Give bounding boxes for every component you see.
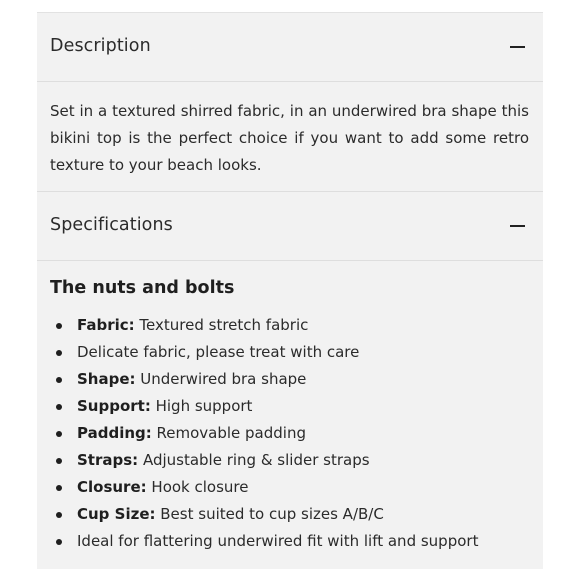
bullet-icon (56, 350, 62, 356)
bullet-icon (56, 512, 62, 518)
spec-value: Adjustable ring & slider straps (138, 451, 370, 469)
spec-item-cup-size (50, 501, 478, 528)
spec-item-fabric (50, 312, 478, 339)
spec-item-padding (50, 420, 478, 447)
spec-value: Delicate fabric, please treat with care (77, 343, 360, 361)
spec-item-shape (50, 366, 478, 393)
spec-label: Closure: (77, 478, 147, 496)
description-title: Description (50, 36, 151, 56)
bullet-icon (56, 431, 62, 437)
spec-value: Underwired bra shape (135, 370, 307, 388)
specifications-title: Specifications (50, 215, 173, 235)
spec-label: Padding: (77, 424, 152, 442)
bullet-icon (56, 377, 62, 383)
spec-label: Shape: (77, 370, 136, 388)
spec-heading: The nuts and bolts (50, 278, 235, 298)
spec-label: Support: (77, 397, 151, 415)
description-accordion-header[interactable] (37, 13, 543, 82)
spec-value: High support (150, 397, 253, 415)
bullet-icon (56, 404, 62, 410)
bullet-icon (56, 485, 62, 491)
spec-value: Hook closure (146, 478, 249, 496)
bullet-icon (56, 539, 62, 545)
spec-value: Ideal for flattering underwired fit with lift and support (77, 532, 479, 550)
description-text: Set in a textured shirred fabric, in an underwired bra shape this bikini top is the perfect choice if you want to add some retro texture to your beach looks. (50, 102, 529, 174)
specifications-accordion-header[interactable] (37, 192, 543, 261)
spec-item-straps (50, 447, 478, 474)
bullet-icon (56, 323, 62, 329)
spec-value: Best suited to cup sizes A/B/C (155, 505, 384, 523)
spec-value: Textured stretch fabric (134, 316, 309, 334)
description-panel (37, 82, 543, 192)
bullet-icon (56, 458, 62, 464)
spec-item-support (50, 393, 478, 420)
spec-list (50, 312, 478, 555)
spec-item-fit (50, 528, 478, 555)
minus-icon[interactable] (510, 46, 525, 48)
product-details-accordion (37, 12, 543, 569)
minus-icon[interactable] (510, 225, 525, 227)
spec-item-care (50, 339, 478, 366)
spec-label: Cup Size: (77, 505, 156, 523)
spec-label: Fabric: (77, 316, 135, 334)
spec-item-closure (50, 474, 478, 501)
spec-label: Straps: (77, 451, 139, 469)
spec-value: Removable padding (151, 424, 306, 442)
